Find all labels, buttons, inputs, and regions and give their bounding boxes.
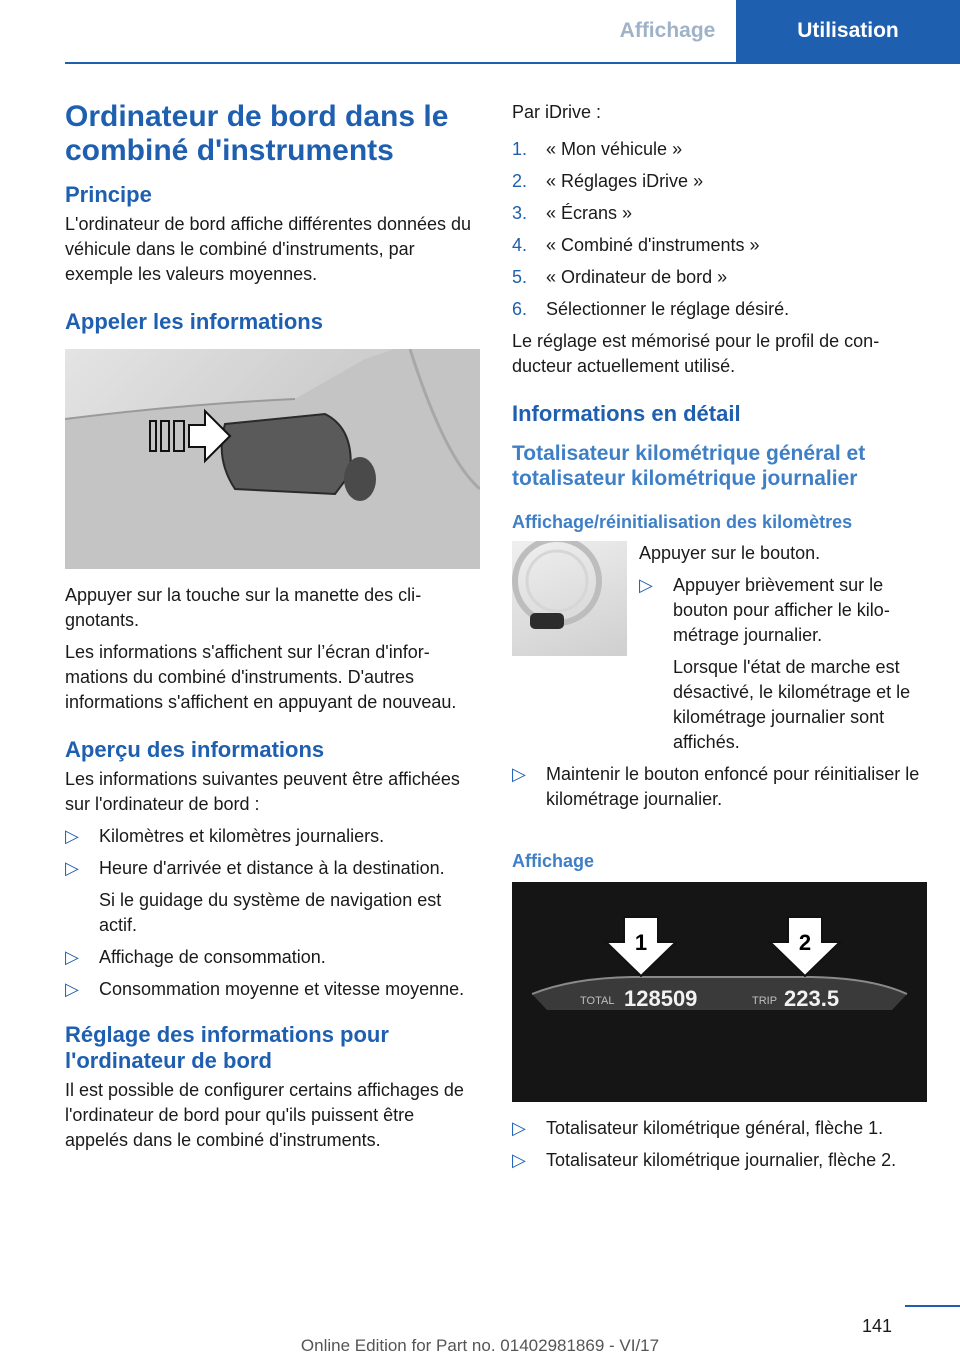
total-label: TOTAL xyxy=(580,995,615,1007)
bullet-triangle-icon: ▷ xyxy=(512,1118,526,1138)
heading-principe: Principe xyxy=(65,182,152,207)
list-item: ▷ Totalisateur kilométrique général, flèche 1. xyxy=(512,1116,927,1141)
heading-reglage: Réglage des informations pour l'ordinateur de bord xyxy=(65,1022,389,1073)
footer-edition: Online Edition for Part no. 01402981869 - VI/17 xyxy=(300,1336,660,1355)
heading-appeler: Appeler les informations xyxy=(65,309,323,334)
heading-totalisateurs: Totalisateur kilométrique général et totalisateur kilométrique journalier xyxy=(512,442,866,490)
bullet-triangle-icon: ▷ xyxy=(512,764,526,784)
lever-illustration xyxy=(65,349,480,569)
idrive-intro: Par iDrive : xyxy=(512,102,602,122)
step-item: 6. Sélectionner le réglage désiré. xyxy=(512,299,790,319)
press-button-text: Appuyer sur le bouton. xyxy=(639,543,821,563)
heading-affichage: Affichage xyxy=(512,851,595,871)
total-value: 128509 xyxy=(624,986,698,1011)
arrow-2-label: 2 xyxy=(798,930,812,955)
left-column xyxy=(65,100,480,1160)
display-legend xyxy=(512,1116,927,1173)
trip-reset-button-figure xyxy=(512,541,627,656)
odometer-display-figure xyxy=(512,882,927,1102)
list-item: ▷ Consommation moyenne et vitesse moyenne. xyxy=(65,977,480,1002)
button-actions-cont xyxy=(512,762,927,812)
idrive-steps xyxy=(512,137,927,322)
turn-signal-lever-figure xyxy=(65,349,480,569)
list-item: ▷ Kilomètres et kilomètres journaliers. xyxy=(65,824,480,849)
appeler-text-1: Appuyer sur la touche sur la manette des clignotants. xyxy=(65,585,422,630)
heading-apercu: Aperçu des informations xyxy=(65,737,325,762)
button-section xyxy=(512,541,927,755)
bullet-triangle-icon: ▷ xyxy=(639,575,653,595)
odometer-display-illustration xyxy=(512,882,927,1102)
list-item: ▷ Affichage de consommation. xyxy=(65,945,480,970)
section-tab-affichage[interactable]: Affichage xyxy=(619,19,716,42)
bullet-triangle-icon: ▷ xyxy=(65,979,79,999)
heading-reinitialisation: Affichage/réinitialisation des kilomètres xyxy=(512,512,853,532)
step-item: 5. « Ordinateur de bord » xyxy=(512,267,728,287)
trip-label: TRIP xyxy=(752,995,778,1007)
arrow-1-label: 1 xyxy=(634,930,648,955)
heading-details: Informations en détail xyxy=(512,401,741,426)
step-item: 1. « Mon véhicule » xyxy=(512,139,683,159)
instrument-button-illustration xyxy=(512,541,627,656)
list-item: ▷ Appuyer brièvement sur le bouton pour afficher le kilométrage journalier. xyxy=(639,575,890,645)
bullet-triangle-icon: ▷ xyxy=(65,947,79,967)
section-tab-utilisation[interactable]: Utilisation xyxy=(736,0,960,62)
apercu-list-cont xyxy=(65,945,480,1002)
page-number: 141 xyxy=(862,1316,893,1336)
bullet-triangle-icon: ▷ xyxy=(65,826,79,846)
step-item: 3. « Écrans » xyxy=(512,203,633,223)
list-item: ▷ Totalisateur kilométrique journalier, flèche 2. xyxy=(512,1148,927,1173)
list-item-subtext: Si le guidage du système de navigation est actif. xyxy=(99,890,442,935)
page-title: Ordinateur de bord dans le combiné d'instruments xyxy=(65,100,449,167)
trip-value: 223.5 xyxy=(784,986,840,1011)
page-number-rule xyxy=(905,1305,960,1307)
step-item: 4. « Combiné d'instruments » xyxy=(512,235,760,255)
after-steps-text: Le réglage est mémorisé pour le profil de conducteur actuellement utilisé. xyxy=(512,331,880,376)
list-item: ▷ Maintenir le bouton enfoncé pour réinitialiser le kilométrage journalier. xyxy=(512,764,920,809)
bullet-triangle-icon: ▷ xyxy=(512,1150,526,1170)
button-actions xyxy=(639,573,927,648)
apercu-text: Les informations suivantes peuvent être affichées sur l'ordinateur de bord : xyxy=(65,769,460,814)
appeler-text-2: Les informations s'affichent sur l’écran d'informations du combiné d'instruments. D'autres informations s'affichent en appuyant de nouveau. xyxy=(65,642,457,712)
list-item-subtext: Lorsque l'état de marche est désactivé, le kilométrage et le kilométrage journalier sont affichés. xyxy=(673,657,911,752)
reglage-text: Il est possible de configurer certains affichages de l'ordinateur de bord pour qu'ils puissent être appelés dans le combiné d'instruments. xyxy=(65,1080,464,1150)
bullet-triangle-icon: ▷ xyxy=(65,858,79,878)
apercu-list xyxy=(65,824,480,881)
list-item: ▷ Heure d'arrivée et distance à la destination. xyxy=(65,856,480,881)
right-column xyxy=(512,100,927,1180)
principe-text: L'ordinateur de bord affiche différentes données du véhicule dans le combiné d'instruments, par exemple les valeurs moyennes. xyxy=(65,214,472,284)
step-item: 2. « Réglages iDrive » xyxy=(512,171,704,191)
